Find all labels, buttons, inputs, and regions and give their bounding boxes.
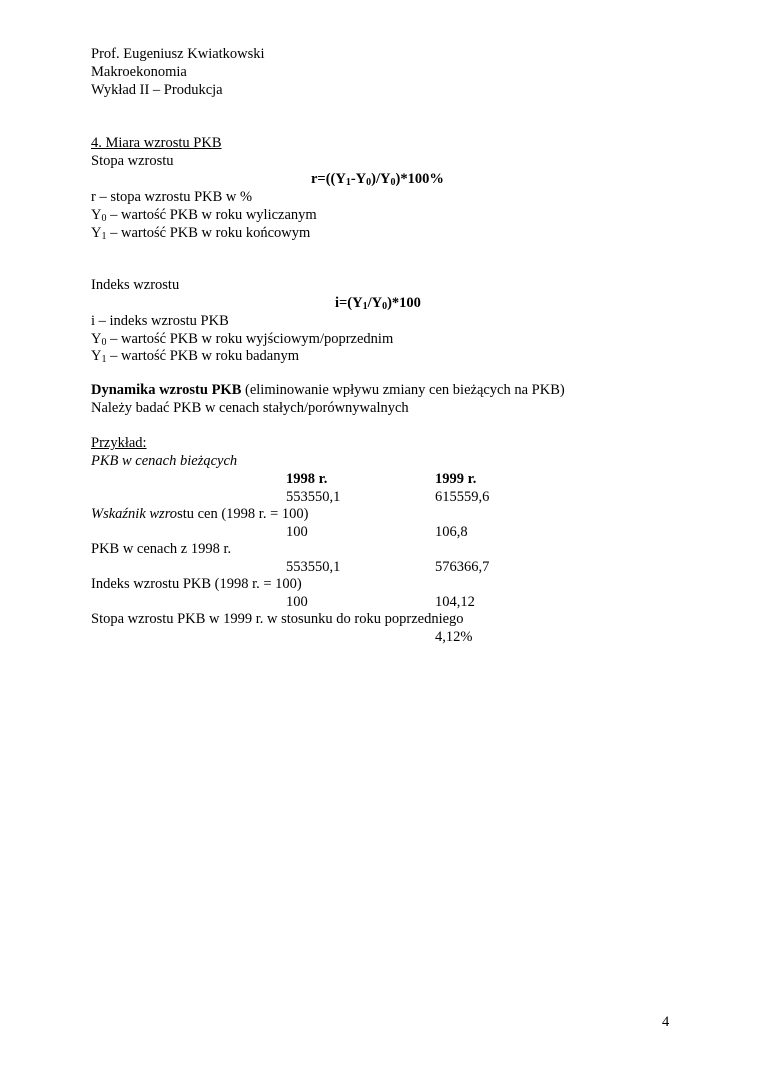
- growth-rate-1999-label: Stopa wzrostu PKB w 1999 r. w stosunku do roku poprzedniego: [91, 611, 464, 627]
- header-author: Prof. Eugeniusz Kwiatkowski: [91, 46, 265, 62]
- header-lecture: Wykład II – Produkcja: [91, 82, 223, 98]
- price-index-1998: 100: [286, 524, 308, 540]
- y1-definition-index: $Y_1$ – wartość PKB w roku badanym: [91, 348, 299, 365]
- y0-definition-rate: $Y_0$ – wartość PKB w roku wyliczanym: [91, 207, 317, 224]
- column-header-1999: 1999 r.: [435, 471, 477, 487]
- price-index-label: Wskaźnik wzrostu cen (1998 r. = 100): [91, 506, 309, 522]
- gdp-index-label: Indeks wzrostu PKB (1998 r. = 100): [91, 576, 302, 592]
- gdp-index-1999: 104,12: [435, 594, 475, 610]
- i-definition: i – indeks wzrostu PKB: [91, 313, 229, 329]
- r-definition: r – stopa wzrostu PKB w %: [91, 189, 253, 205]
- example-subtitle: PKB w cenach bieżących: [91, 453, 238, 469]
- price-index-1999: 106,8: [435, 524, 468, 540]
- formula-growth-index: $i=(Y_1/Y_0)*100$: [335, 295, 421, 312]
- gdp-constant-1998: 553550,1: [286, 559, 341, 575]
- section-title: 4. Miara wzrostu PKB: [91, 135, 222, 151]
- y0-definition-index: $Y_0$ – wartość PKB w roku wyjściowym/poprzednim: [91, 331, 394, 348]
- gdp-current-1999: 615559,6: [435, 489, 490, 505]
- index-label: Indeks wzrostu: [91, 277, 180, 293]
- growth-rate-1999-value: 4,12%: [435, 629, 473, 645]
- dynamics-heading: Dynamika wzrostu PKB (eliminowanie wpływu zmiany cen bieżących na PKB): [91, 382, 565, 398]
- gdp-index-1998: 100: [286, 594, 308, 610]
- y1-definition-rate: $Y_1$ – wartość PKB w roku końcowym: [91, 225, 311, 242]
- header-subject: Makroekonomia: [91, 64, 187, 80]
- example-title: Przykład:: [91, 435, 147, 451]
- growth-rate-label: Stopa wzrostu: [91, 153, 174, 169]
- dynamics-note: Należy badać PKB w cenach stałych/porównywalnych: [91, 400, 409, 416]
- page-number: 4: [662, 1014, 670, 1030]
- formula-growth-rate: $r=((Y_1-Y_0)/Y_0)*100\%$: [311, 171, 444, 188]
- gdp-current-1998: 553550,1: [286, 489, 341, 505]
- gdp-constant-1999: 576366,7: [435, 559, 490, 575]
- column-header-1998: 1998 r.: [286, 471, 328, 487]
- gdp-constant-label: PKB w cenach z 1998 r.: [91, 541, 232, 557]
